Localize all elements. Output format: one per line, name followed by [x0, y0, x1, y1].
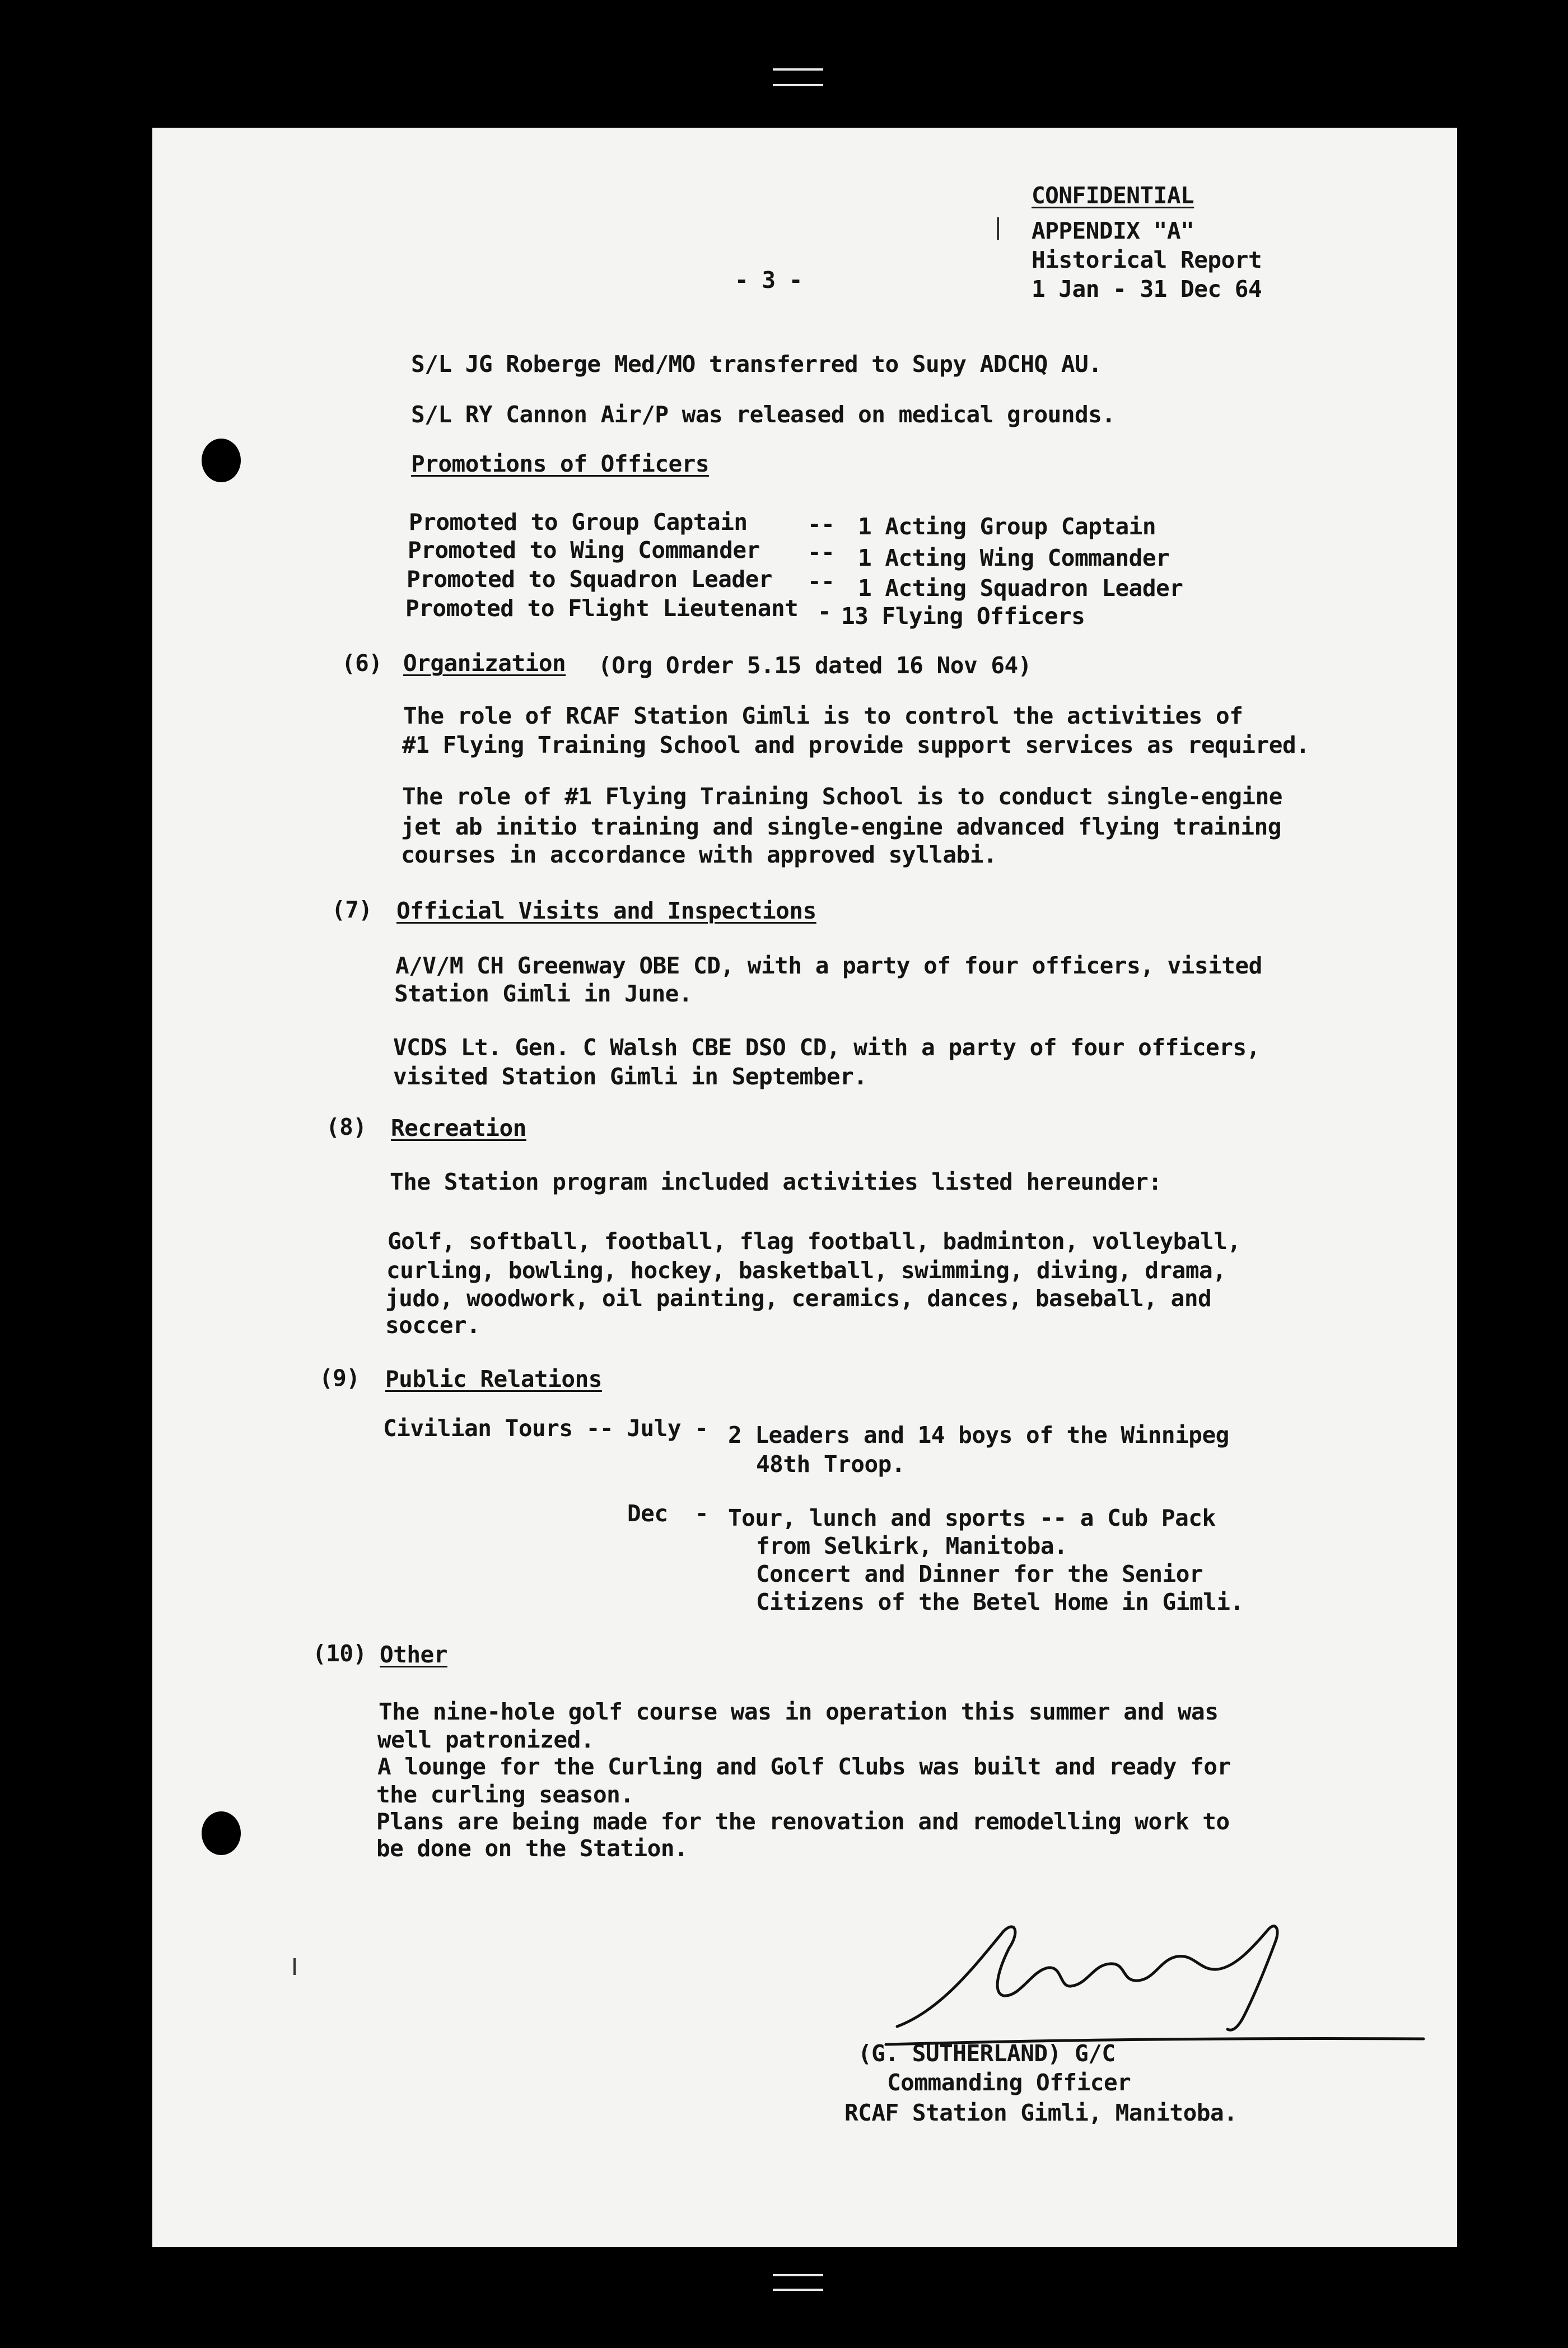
section-text: curling, bowling, hockey, basketball, swimming, diving, drama, [386, 1257, 1226, 1284]
signatory-name: (G. SUTHERLAND) G/C [858, 2040, 1116, 2067]
section-text: the curling season. [376, 1781, 634, 1808]
section-number: (8) [326, 1114, 367, 1140]
appendix-label: APPENDIX "A" [1032, 217, 1194, 244]
promotion-rank: Promoted to Group Captain [409, 509, 748, 535]
film-edge-mark [773, 84, 823, 86]
promotions-heading: Promotions of Officers [411, 450, 710, 477]
section-number: (7) [332, 896, 372, 923]
promotion-detail: 1 Acting Squadron Leader [858, 575, 1183, 602]
section-heading: Other [380, 1641, 447, 1668]
promotion-rank: Promoted to Flight Lieutenant [405, 595, 799, 622]
section-number: (9) [319, 1364, 360, 1391]
section-text: VCDS Lt. Gen. C Walsh CBE DSO CD, with a party of four officers, [393, 1034, 1260, 1061]
tours-text: 48th Troop. [756, 1451, 906, 1478]
film-edge-mark [773, 68, 823, 71]
promotion-sep: -- [808, 568, 835, 595]
section-heading: Official Visits and Inspections [396, 897, 816, 924]
section-note: (Org Order 5.15 dated 16 Nov 64) [598, 652, 1032, 679]
section-text: A/V/M CH Greenway OBE CD, with a party of four officers, visited [395, 952, 1262, 979]
tours-text: from Selkirk, Manitoba. [756, 1532, 1068, 1559]
promotion-sep: -- [808, 539, 835, 566]
section-text: jet ab initio training and single-engine advanced flying training [401, 813, 1281, 840]
section-text: courses in accordance with approved syllabi. [401, 841, 997, 868]
section-heading: Public Relations [385, 1366, 602, 1392]
film-edge-mark [773, 2289, 823, 2291]
tours-text: 2 Leaders and 14 boys of the Winnipeg [728, 1422, 1229, 1448]
section-text: The nine-hole golf course was in operation this summer and was [379, 1698, 1219, 1725]
tours-dec-label: Dec - [627, 1500, 709, 1527]
section-text: #1 Flying Training School and provide support services as required. [402, 732, 1310, 758]
page-mark [997, 217, 999, 240]
section-text: A lounge for the Curling and Golf Clubs was built and ready for [377, 1753, 1231, 1780]
signatory-unit: RCAF Station Gimli, Manitoba. [844, 2099, 1238, 2126]
report-period: 1 Jan - 31 Dec 64 [1032, 276, 1262, 302]
section-text: soccer. [385, 1312, 480, 1339]
section-text: judo, woodwork, oil painting, ceramics, dances, baseball, and [385, 1285, 1212, 1312]
tours-text: Tour, lunch and sports -- a Cub Pack [728, 1504, 1216, 1531]
section-number: (6) [342, 650, 382, 677]
punch-hole [202, 1811, 241, 1855]
tours-label: Civilian Tours -- July - [383, 1415, 708, 1442]
section-text: Station Gimli in June. [394, 980, 693, 1007]
section-text: Plans are being made for the renovation and remodelling work to [376, 1808, 1230, 1835]
section-text: visited Station Gimli in September. [393, 1063, 867, 1090]
section-text: well patronized. [377, 1726, 594, 1753]
section-text: The role of RCAF Station Gimli is to control the activities of [403, 702, 1243, 729]
classification-label: CONFIDENTIAL [1032, 182, 1194, 209]
promotion-detail: 13 Flying Officers [841, 603, 1085, 630]
section-text: The role of #1 Flying Training School is to conduct single-engine [402, 783, 1282, 810]
intro-line: S/L RY Cannon Air/P was released on medical grounds. [411, 401, 1116, 428]
section-text: be done on the Station. [376, 1835, 688, 1862]
section-heading: Recreation [391, 1115, 526, 1142]
punch-hole [202, 439, 241, 482]
tours-text: Concert and Dinner for the Senior [756, 1560, 1203, 1587]
page-mark [293, 1958, 296, 1975]
film-edge-mark [773, 2274, 823, 2276]
promotion-sep: - [818, 598, 832, 625]
section-text: The Station program included activities listed hereunder: [390, 1168, 1162, 1195]
section-heading: Organization [403, 650, 566, 677]
intro-line: S/L JG Roberge Med/MO transferred to Supy ADCHQ AU. [411, 351, 1102, 378]
promotion-sep: -- [808, 511, 835, 538]
promotion-rank: Promoted to Wing Commander [408, 537, 760, 563]
report-title: Historical Report [1032, 246, 1262, 273]
tours-text: Citizens of the Betel Home in Gimli. [756, 1588, 1244, 1615]
promotion-rank: Promoted to Squadron Leader [407, 566, 772, 593]
page-number: - 3 - [735, 267, 802, 294]
section-number: (10) [312, 1640, 367, 1667]
signatory-title: Commanding Officer [887, 2069, 1131, 2096]
promotion-detail: 1 Acting Group Captain [858, 513, 1156, 540]
section-text: Golf, softball, football, flag football, badminton, volleyball, [388, 1228, 1241, 1255]
promotion-detail: 1 Acting Wing Commander [858, 544, 1170, 571]
document-page [152, 128, 1457, 2247]
